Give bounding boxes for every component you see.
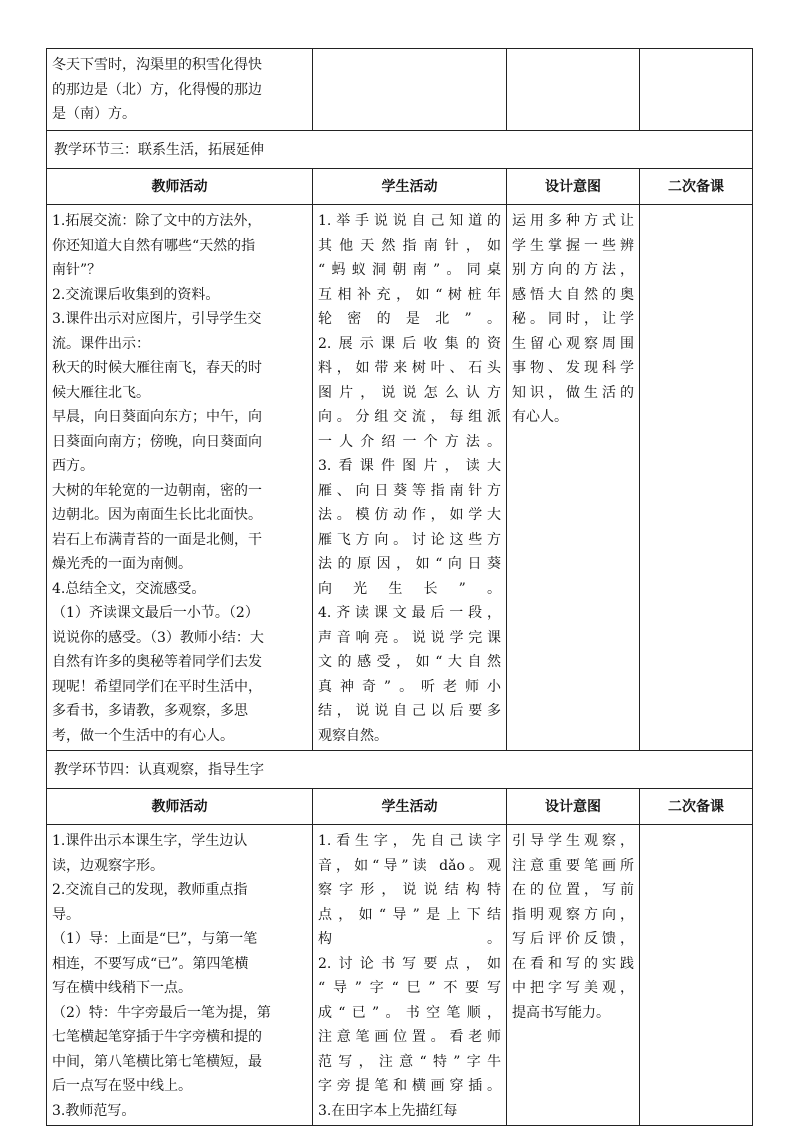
text-line: 察字形，说说结构特 bbox=[318, 882, 501, 898]
text-line: 1.看生字，先自己读字 bbox=[318, 833, 501, 849]
text-line: 导。 bbox=[52, 906, 80, 923]
header-design-intent: 设计意图 bbox=[507, 789, 640, 825]
section3-student-cell bbox=[313, 205, 507, 751]
text-line: 注意重要笔画所 bbox=[512, 857, 634, 874]
text-line: 声音响亮。说说学完课 bbox=[318, 629, 501, 646]
lesson-plan-page bbox=[46, 48, 752, 1126]
continued-notes-cell bbox=[640, 49, 753, 131]
text-line: 中间，第八笔横比第七笔横短，最 bbox=[52, 1053, 262, 1070]
header-second-prep: 二次备课 bbox=[640, 789, 753, 825]
section4-teacher-cell bbox=[47, 825, 313, 1126]
text-line: 的那边是（北）方，化得慢的那边 bbox=[52, 81, 262, 98]
header-student-activity: 学生活动 bbox=[313, 789, 507, 825]
text-line: 多看书，多请教，多观察，多思 bbox=[52, 703, 248, 719]
text-line: 早晨，向日葵面向东方；中午，向 bbox=[52, 409, 262, 425]
text-line: 自然有许多的奥秘等着同学们去发 bbox=[52, 654, 262, 670]
text-line: 感悟大自然的奥 bbox=[512, 286, 634, 303]
text-line: 现呢！希望同学们在平时生活中， bbox=[52, 678, 262, 695]
text-line: 事物、发现科学 bbox=[512, 360, 634, 376]
text-line: 1.拓展交流：除了文中的方法外， bbox=[52, 213, 262, 229]
text-line: 你还知道大自然有哪些“天然的指 bbox=[52, 237, 256, 254]
text-line: 西方。 bbox=[52, 458, 94, 474]
text-line: 学生掌握一些辨 bbox=[512, 237, 634, 254]
text-line: 冬天下雪时，沟渠里的积雪化得快 bbox=[52, 57, 262, 73]
section3-title: 教学环节三：联系生活，拓展延伸 bbox=[47, 131, 753, 169]
text-line: 读，边观察字形。 bbox=[52, 857, 164, 874]
text-line: 2.讨论书写要点，如 bbox=[318, 955, 501, 972]
text-line: 料，如带来树叶、石头 bbox=[318, 360, 501, 376]
text-line: 观察自然。 bbox=[318, 727, 388, 744]
header-teacher-activity: 教师活动 bbox=[47, 169, 313, 205]
text-line: 4.齐读课文最后一段， bbox=[318, 605, 501, 621]
lesson-plan-table bbox=[46, 48, 753, 1126]
text-line: 在看和写的实践 bbox=[512, 955, 634, 972]
text-line: 边朝北。因为南面生长比北面快。 bbox=[52, 507, 262, 523]
text-line: 引导学生观察， bbox=[512, 833, 634, 849]
text-line: 岩石上布满青苔的一面是北侧，干 bbox=[52, 531, 262, 548]
text-line: 构。 bbox=[318, 931, 501, 947]
text-line: 图片，说说怎么认方 bbox=[318, 384, 501, 401]
continued-intent-cell bbox=[507, 49, 640, 131]
section4-intent-cell bbox=[507, 825, 640, 1126]
section3-notes-cell bbox=[640, 205, 753, 751]
text-line: 注意笔画位置。看老师 bbox=[318, 1029, 501, 1045]
text-line: 3.课件出示对应图片，引导学生交 bbox=[52, 311, 262, 327]
text-line: 向。分组交流，每组派 bbox=[318, 409, 501, 425]
section4-header-row bbox=[47, 789, 753, 825]
text-line: 点，如“导”是上下结 bbox=[318, 906, 501, 923]
text-line: 知识，做生活的 bbox=[512, 384, 634, 401]
text-line: 有心人。 bbox=[512, 409, 568, 425]
text-line: 音，如“导”读 dǎo。观 bbox=[318, 857, 501, 874]
text-line: 别方向的方法， bbox=[512, 262, 634, 278]
text-line: 大树的年轮宽的一边朝南，密的一 bbox=[52, 482, 262, 499]
continued-student-cell bbox=[313, 49, 507, 131]
text-line: 法。模仿动作，如学大 bbox=[318, 507, 501, 523]
text-line: 燥光秃的一面为南侧。 bbox=[52, 556, 192, 572]
text-line: 说说你的感受。（3）教师小结：大 bbox=[52, 629, 264, 646]
text-line: 运用多种方式让 bbox=[512, 213, 634, 229]
text-line: 法的原因，如“向日葵 bbox=[318, 556, 501, 572]
text-line: 南针”？ bbox=[52, 262, 102, 278]
header-teacher-activity: 教师活动 bbox=[47, 789, 313, 825]
text-line: 相连，不要写成“已”。第四笔横 bbox=[52, 955, 249, 972]
section4-notes-cell bbox=[640, 825, 753, 1126]
section3-teacher-cell bbox=[47, 205, 313, 751]
text-line: “蚂蚁洞朝南”。同桌 bbox=[318, 262, 501, 278]
section4-title: 教学环节四：认真观察，指导生字 bbox=[47, 751, 753, 789]
text-line: 雁、向日葵等指南针方 bbox=[318, 482, 501, 499]
text-line: 互相补充，如“树桩年 bbox=[318, 286, 501, 303]
text-line: 真神奇”。听老师小 bbox=[318, 678, 501, 695]
text-line: 结，说说自己以后要多 bbox=[318, 703, 501, 719]
text-line: 日葵面向南方；傍晚，向日葵面向 bbox=[52, 433, 262, 450]
text-line: 流。课件出示： bbox=[52, 335, 150, 352]
text-line: 写在横中线稍下一点。 bbox=[52, 980, 192, 996]
text-line: 文的感受，如“大自然 bbox=[318, 654, 501, 670]
text-line: 指明观察方向， bbox=[512, 906, 634, 923]
text-line: 2.交流课后收集到的资料。 bbox=[52, 286, 220, 303]
header-second-prep: 二次备课 bbox=[640, 169, 753, 205]
section3-header-row bbox=[47, 169, 753, 205]
text-line: 秋天的时候大雁往南飞，春天的时 bbox=[52, 360, 262, 376]
text-line: （1）齐读课文最后一小节。（2） bbox=[52, 605, 259, 621]
text-line: 一人介绍一个方法。 bbox=[318, 433, 501, 450]
text-line: （2）特：牛字旁最后一笔为提，第 bbox=[52, 1004, 271, 1021]
text-line: 在的位置，写前 bbox=[512, 882, 634, 898]
text-line: 是（南）方。 bbox=[52, 106, 136, 122]
text-line: 生留心观察周围 bbox=[512, 335, 634, 352]
text-line: 考，做一个生活中的有心人。 bbox=[52, 727, 234, 744]
text-line: 字旁提笔和横画穿插。 bbox=[318, 1078, 501, 1094]
text-line: 秘。同时，让学 bbox=[512, 311, 634, 327]
text-line: （1）导：上面是“巳”，与第一笔 bbox=[52, 931, 258, 947]
section3-content-row bbox=[47, 205, 753, 751]
text-line: 2.交流自己的发现，教师重点指 bbox=[52, 882, 248, 898]
text-line: 雁飞方向。讨论这些方 bbox=[318, 531, 501, 548]
text-line: “导”字“巳”不要写 bbox=[318, 980, 501, 996]
text-line: 1.课件出示本课生字，学生边认 bbox=[52, 833, 248, 849]
text-line: 范写，注意“特”字牛 bbox=[318, 1053, 501, 1070]
text-line: 七笔横起笔穿插于牛字旁横和提的 bbox=[52, 1029, 262, 1045]
text-line: 轮密的是北”。 bbox=[318, 311, 501, 327]
text-line: 2.展示课后收集的资 bbox=[318, 335, 501, 352]
text-line: 候大雁往北飞。 bbox=[52, 384, 150, 401]
section4-title-row bbox=[47, 751, 753, 789]
continued-row bbox=[47, 49, 753, 131]
text-line: 3.看课件图片，读大 bbox=[318, 458, 501, 474]
continued-teacher-cell bbox=[47, 49, 313, 131]
text-line: 成“已”。书空笔顺， bbox=[318, 1004, 501, 1021]
text-line: 1.举手说说自己知道的 bbox=[318, 213, 501, 229]
header-design-intent: 设计意图 bbox=[507, 169, 640, 205]
text-line: 提高书写能力。 bbox=[512, 1004, 610, 1021]
header-student-activity: 学生活动 bbox=[313, 169, 507, 205]
section4-content-row bbox=[47, 825, 753, 1126]
text-line: 3.在田字本上先描红每 bbox=[318, 1102, 458, 1119]
text-line: 后一点写在竖中线上。 bbox=[52, 1078, 192, 1094]
text-line: 向光生长”。 bbox=[318, 580, 501, 597]
text-line: 其他天然指南针，如 bbox=[318, 237, 501, 254]
text-line: 中把字写美观， bbox=[512, 980, 634, 996]
text-line: 写后评价反馈， bbox=[512, 931, 634, 947]
text-line: 3.教师范写。 bbox=[52, 1102, 136, 1119]
section3-title-row bbox=[47, 131, 753, 169]
section4-student-cell bbox=[313, 825, 507, 1126]
text-line: 4.总结全文，交流感受。 bbox=[52, 580, 206, 597]
section3-intent-cell bbox=[507, 205, 640, 751]
